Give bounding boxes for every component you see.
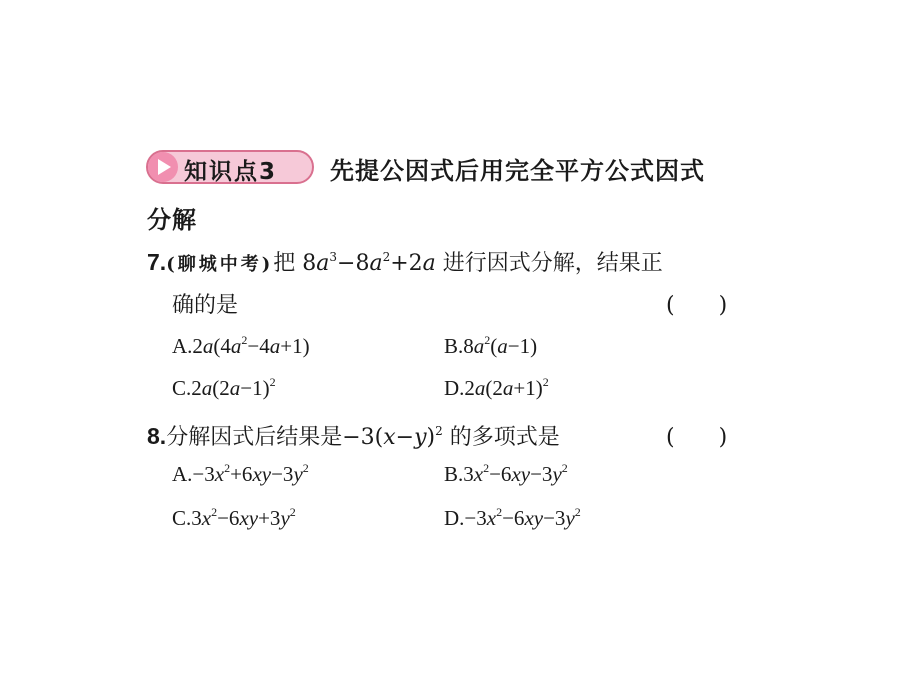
q7-stem-after: 进行因式分解，结果正: [442, 251, 663, 276]
q8-number: 8.: [147, 423, 167, 449]
badge-label: 知识点3: [184, 159, 278, 185]
q8-stem: [147, 420, 560, 451]
q8-option-b[interactable]: $B.3x^2-6xy-3y^2$: [444, 461, 568, 486]
q7-option-b[interactable]: $B.8a^2(a-1)$: [444, 333, 538, 358]
q8-option-a[interactable]: $A.-3x^2+6xy-3y^2$: [172, 461, 309, 486]
q7-stem-line1: [147, 246, 663, 277]
q7-stem-line2: 确的是: [172, 293, 239, 318]
q8-answer-blank[interactable]: ( ): [666, 425, 728, 450]
q8-stem-after: 的多项式是: [449, 425, 560, 450]
q8-stem-before: 分解因式后结果是: [166, 425, 343, 450]
q7-number: 7.: [147, 249, 167, 275]
q7-source: (聊城中考): [166, 254, 274, 275]
q7-expression: $8a^3-8a^2+2a$: [302, 250, 436, 276]
section-title-line2: 分解: [147, 206, 197, 234]
q8-option-c[interactable]: $C.3x^2-6xy+3y^2$: [172, 505, 296, 530]
q7-answer-blank[interactable]: ( ): [666, 293, 728, 318]
knowledge-point-badge: [146, 150, 314, 184]
q8-expression: $-3(x-y)^2$: [342, 424, 443, 450]
q8-option-d[interactable]: $D.-3x^2-6xy-3y^2$: [444, 505, 581, 530]
q7-option-a[interactable]: $A.2a(4a^2-4a+1)$: [172, 333, 310, 358]
q7-option-c[interactable]: $C.2a(2a-1)^2$: [172, 375, 276, 400]
q7-stem-before: 把: [273, 251, 296, 276]
play-arrow-icon: [148, 152, 178, 182]
section-title-line1: 先提公因式后用完全平方公式因式: [330, 157, 705, 185]
q7-option-d[interactable]: $D.2a(2a+1)^2$: [444, 375, 549, 400]
